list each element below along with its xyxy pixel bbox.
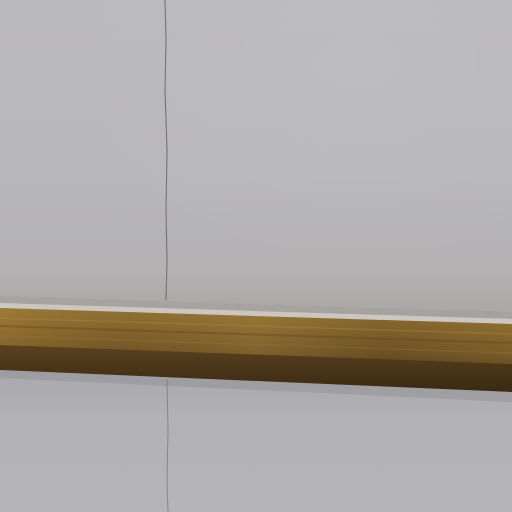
wall-crack-upper [165, 0, 167, 300]
wall-crack-lower [167, 380, 168, 512]
